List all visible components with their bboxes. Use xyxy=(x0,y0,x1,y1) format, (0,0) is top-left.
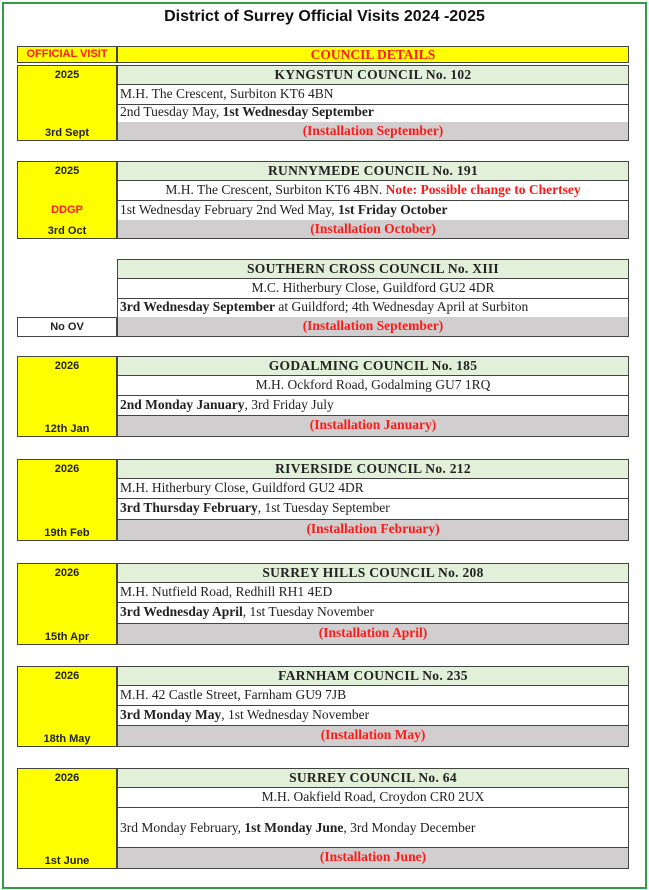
council-name: RUNNYMEDE COUNCIL No. 191 xyxy=(117,161,629,181)
visit-year: 2026 xyxy=(54,360,80,372)
council-schedule xyxy=(117,603,629,624)
council-address: M.H. 42 Castle Street, Farnham GU9 7JB xyxy=(117,686,629,706)
installation-month: (Installation January) xyxy=(117,416,629,437)
schedule-highlight: 1st Friday October xyxy=(338,202,448,217)
visit-date: No OV xyxy=(17,317,117,337)
installation-month: (Installation September) xyxy=(117,122,629,141)
schedule-highlight: 2nd Monday January xyxy=(120,397,245,412)
council-name: GODALMING COUNCIL No. 185 xyxy=(117,356,629,376)
schedule-highlight: 3rd Monday May xyxy=(120,707,222,722)
schedule-text: , 1st Tuesday November xyxy=(242,604,375,619)
installation-month: (Installation May) xyxy=(117,726,629,747)
visit-date: 12th Jan xyxy=(44,423,90,435)
page-title: District of Surrey Official Visits 2024 -2025 xyxy=(164,8,485,25)
schedule-text: , 1st Tuesday September xyxy=(257,500,390,515)
council-block-southern-cross xyxy=(17,259,629,337)
council-address: M.H. Oakfield Road, Croydon CR0 2UX xyxy=(117,788,629,808)
visit-year: 2026 xyxy=(54,463,80,475)
council-address: M.H. The Crescent, Surbiton KT6 4BN xyxy=(117,85,629,105)
installation-month: (Installation February) xyxy=(117,520,629,541)
council-address xyxy=(117,181,629,201)
council-schedule xyxy=(117,706,629,726)
council-block-farnham xyxy=(17,666,629,747)
visit-date: 15th Apr xyxy=(44,631,90,643)
visit-cell xyxy=(17,459,117,541)
visit-year: 2026 xyxy=(54,772,80,784)
council-block-runnymede xyxy=(17,161,629,239)
council-block-godalming xyxy=(17,356,629,437)
visit-date: 18th May xyxy=(43,733,91,745)
installation-month: (Installation October) xyxy=(117,220,629,239)
council-block-surrey-hills xyxy=(17,563,629,645)
council-schedule xyxy=(117,201,629,221)
schedule-highlight: 1st Wednesday September xyxy=(222,104,374,119)
installation-month: (Installation September) xyxy=(117,317,629,337)
council-address: M.H. Hitherbury Close, Guildford GU2 4DR xyxy=(117,479,629,499)
council-name: FARNHAM COUNCIL No. 235 xyxy=(117,666,629,686)
schedule-text: at Guildford; 4th Wednesday April at Surbiton xyxy=(275,299,529,314)
council-name: KYNGSTUN COUNCIL No. 102 xyxy=(117,65,629,85)
visit-year: 2025 xyxy=(54,69,80,81)
schedule-text: , 1st Wednesday November xyxy=(221,707,370,722)
installation-month: (Installation April) xyxy=(117,624,629,645)
visit-year: 2025 xyxy=(54,165,80,177)
council-name: RIVERSIDE COUNCIL No. 212 xyxy=(117,459,629,479)
schedule-text: , 3rd Friday July xyxy=(244,397,334,412)
council-name: SOUTHERN CROSS COUNCIL No. XIII xyxy=(117,259,629,279)
schedule-text-end: , 3rd Monday December xyxy=(343,820,476,835)
visit-year: 2026 xyxy=(54,670,80,682)
visit-cell xyxy=(17,161,117,239)
visit-cell xyxy=(17,666,117,747)
visit-cell xyxy=(17,356,117,437)
header-official-visit: OFFICIAL VISIT xyxy=(17,46,117,63)
schedule-text: 2nd Tuesday May, xyxy=(120,104,223,119)
visit-ddgp: DDGP xyxy=(51,204,83,216)
schedule-highlight: 1st Monday June xyxy=(244,820,344,835)
council-schedule xyxy=(117,808,629,848)
visit-year: 2026 xyxy=(54,567,80,579)
visit-date: 3rd Sept xyxy=(44,127,89,139)
council-schedule xyxy=(117,298,629,318)
council-schedule xyxy=(117,499,629,520)
visit-date: 19th Feb xyxy=(44,527,90,539)
council-schedule xyxy=(117,396,629,416)
council-block-surrey xyxy=(17,768,629,869)
schedule-text: 1st Wednesday February 2nd Wed May, xyxy=(120,202,339,217)
council-name: SURREY HILLS COUNCIL No. 208 xyxy=(117,563,629,583)
visit-cell xyxy=(17,768,117,869)
schedule-highlight: 3rd Wednesday September xyxy=(120,299,276,314)
council-block-kyngstun xyxy=(17,65,629,141)
visit-cell xyxy=(17,65,117,141)
council-address: M.H. Nutfield Road, Redhill RH1 4ED xyxy=(117,583,629,603)
visit-date: 3rd Oct xyxy=(47,225,87,237)
council-address: M.C. Hitherbury Close, Guildford GU2 4DR xyxy=(117,279,629,299)
schedule-highlight: 3rd Wednesday April xyxy=(120,604,243,619)
council-block-riverside xyxy=(17,459,629,541)
council-name: SURREY COUNCIL No. 64 xyxy=(117,768,629,788)
visit-date: 1st June xyxy=(44,855,90,867)
schedule-text: 3rd Monday February, xyxy=(120,820,245,835)
visit-cell xyxy=(17,563,117,645)
council-schedule xyxy=(117,103,629,123)
installation-month: (Installation June) xyxy=(117,848,629,869)
council-address: M.H. Ockford Road, Godalming GU7 1RQ xyxy=(117,376,629,396)
address-note: Note: Possible change to Chertsey xyxy=(385,182,581,197)
header-council-details: COUNCIL DETAILS xyxy=(117,46,629,63)
address-text: M.H. The Crescent, Surbiton KT6 4BN. xyxy=(165,182,386,197)
schedule-highlight: 3rd Thursday February xyxy=(120,500,258,515)
